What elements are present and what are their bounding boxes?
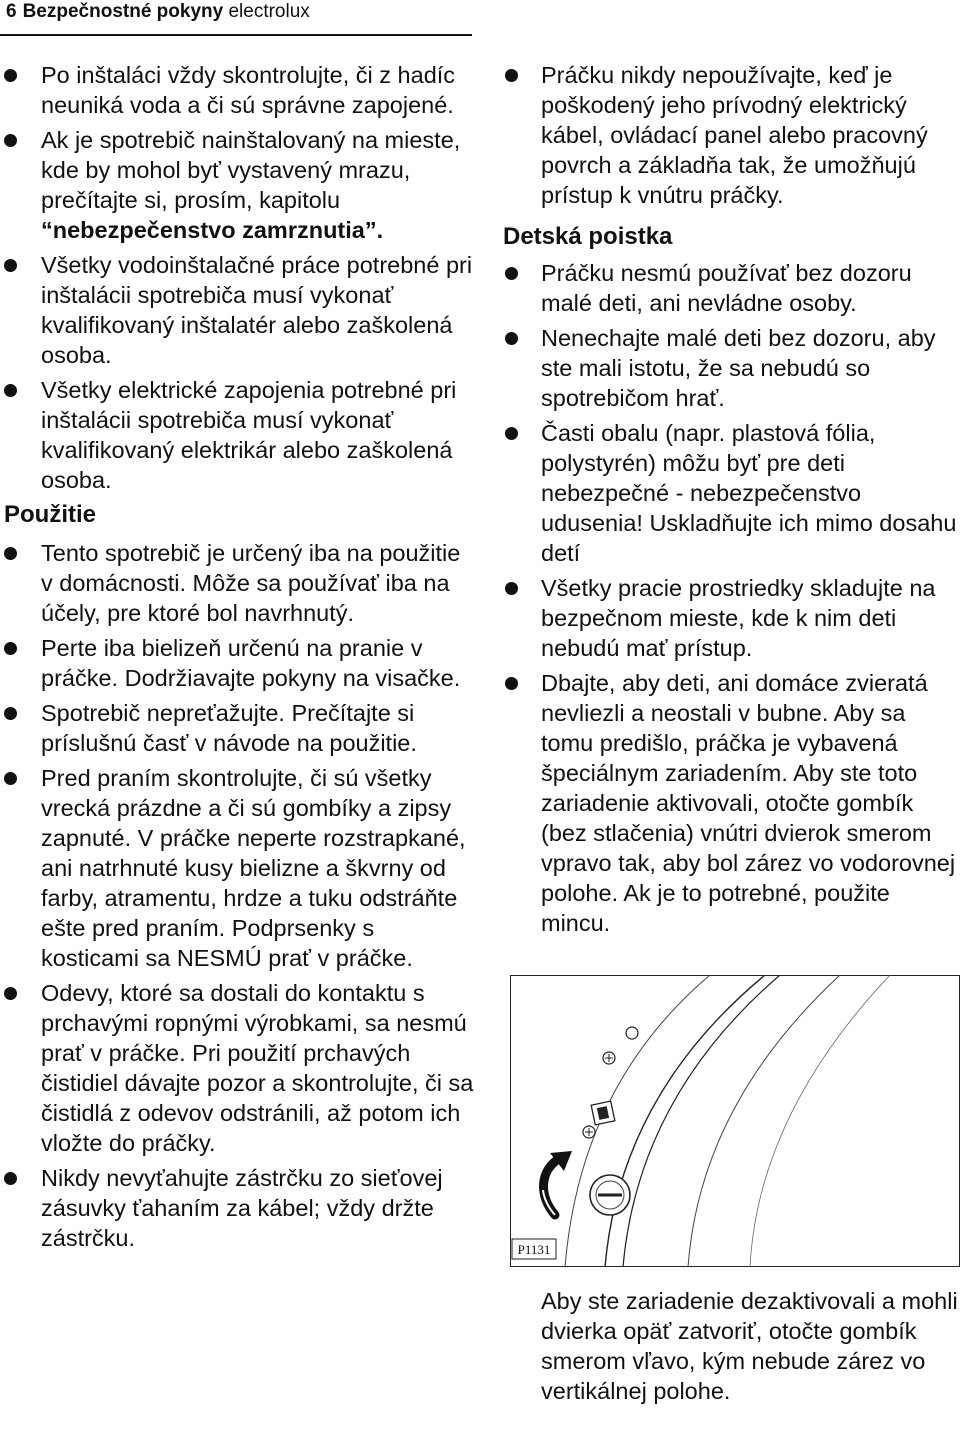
child-lock-list	[503, 258, 960, 938]
list-item: Časti obalu (napr. plastová fólia, polystyrén) môžu byť pre deti nebezpečné - nebezpečenstvo udusenia! Uskladňujte ich mimo dosahu detí	[503, 418, 960, 568]
bullet-icon	[505, 677, 518, 690]
bullet-icon	[505, 427, 518, 440]
bullet-icon	[4, 707, 17, 720]
list-item: Všetky pracie prostriedky skladujte na bezpečnom mieste, kde k nim deti nebudú mať prístup.	[503, 573, 960, 663]
screw-icon	[626, 1027, 638, 1039]
page-number: 6	[6, 1, 17, 22]
list-item: Práčku nesmú používať bez dozoru malé deti, ani nevládne osoby.	[503, 258, 960, 318]
list-item: Odevy, ktoré sa dostali do kontaktu s prchavými ropnými výrobkami, sa nesmú prať v práčke. Pri použití prchavých čistidiel dávajte pozor a skontrolujte, či sa čistidlá z odevov odstránili, až potom ich vložte do práčky.	[0, 978, 478, 1158]
list-item: Všetky elektrické zapojenia potrebné pri inštalácii spotrebiča musí vykonať kvalifikovaný elektrikár alebo zaškolená osoba.	[0, 375, 478, 495]
page-title: Bezpečnostné pokyny	[22, 1, 224, 22]
door-glass-arc-2	[750, 975, 890, 1267]
list-item: Spotrebič nepreťažujte. Prečítajte si príslušnú časť v návode na použitie.	[0, 698, 478, 758]
door-glass-arc	[688, 975, 840, 1267]
header-rule	[0, 34, 472, 36]
bullet-icon	[4, 69, 17, 82]
door-seal-arc	[565, 975, 710, 1267]
bullet-icon	[4, 547, 17, 560]
bullet-icon	[4, 1172, 17, 1185]
bullet-icon	[4, 134, 17, 147]
bullet-icon	[4, 772, 17, 785]
door-drawing	[510, 975, 960, 1267]
list-item: Po inštaláci vždy skontrolujte, či z hadíc neuniká voda a či sú správne zapojené.	[0, 60, 478, 120]
rotate-arrow-icon	[544, 1158, 560, 1215]
left-column	[0, 60, 478, 1258]
section-heading-child-lock: Detská poistka	[503, 223, 673, 250]
cable-list	[503, 60, 960, 210]
list-item: Perte iba bielizeň určenú na pranie v práčke. Dodržiavajte pokyny na visačke.	[0, 633, 478, 693]
use-list	[0, 538, 478, 1253]
bullet-icon	[505, 582, 518, 595]
chapter-reference: “nebezpečenstvo zamrznutia”.	[41, 217, 384, 243]
door-edge-arc-inner	[623, 975, 780, 1267]
bullet-icon	[4, 987, 17, 1000]
brand-name: electrolux	[228, 1, 310, 22]
child-lock-illustration	[510, 975, 960, 1267]
list-item: Tento spotrebič je určený iba na použitie v domácnosti. Môže sa používať iba na účely, pre ktoré bol navrhnutý.	[0, 538, 478, 628]
bullet-icon	[4, 259, 17, 272]
section-heading-use: Použitie	[4, 501, 97, 528]
list-item: Ak je spotrebič nainštalovaný na mieste, kde by mohol byť vystavený mrazu, prečítajte si, prosím, kapitolu “nebezpečenstvo zamrznutia”.	[0, 125, 478, 245]
bullet-icon	[4, 642, 17, 655]
list-item: Pred praním skontrolujte, či sú všetky vrecká prázdne a či sú gombíky a zipsy zapnuté. V práčke neperte rozstrapkané, ani natrhnuté kusy bielizne a škvrny od farby, atramentu, hrdze a tuku odstráňte ešte pred praním. Podprsenky s kosticami sa NESMÚ prať v práčke.	[0, 763, 478, 973]
right-column	[503, 60, 960, 943]
figure-caption: Aby ste zariadenie dezaktivovali a mohli dvierka opäť zatvoriť, otočte gombík smerom vľavo, kým nebude zárez vo vertikálnej polohe.	[541, 1288, 958, 1404]
list-item: Nikdy nevyťahujte zástrčku zo sieťovej zásuvky ťahaním za kábel; vždy držte zástrčku.	[0, 1163, 478, 1253]
list-item: Dbajte, aby deti, ani domáce zvieratá nevliezli a neostali v bubne. Aby sa tomu predišlo, práčka je vybavená špeciálnym zariadením. Aby ste toto zariadenie aktivovali, otočte gombík (bez stlačenia) vnútri dvierok smerom vpravo tak, aby bol zárez vo vodorovnej polohe. Ak je to potrebné, použite mincu.	[503, 668, 960, 938]
list-item: Nenechajte malé deti bez dozoru, aby ste mali istotu, že sa nebudú so spotrebičom hrať.	[503, 323, 960, 413]
bullet-icon	[505, 267, 518, 280]
list-item: Všetky vodoinštalačné práce potrebné pri inštalácii spotrebiča musí vykonať kvalifikovaný inštalatér alebo zaškolená osoba.	[0, 250, 478, 370]
figure-label: P1131	[517, 1242, 551, 1257]
page-header	[6, 0, 310, 24]
bullet-icon	[505, 69, 518, 82]
bullet-icon	[4, 384, 17, 397]
bullet-icon	[505, 332, 518, 345]
list-item: Práčku nikdy nepoužívajte, keď je poškodený jeho prívodný elektrický kábel, ovládací panel alebo pracovný povrch a základňa tak, že umožňujú prístup k vnútru práčky.	[503, 60, 960, 210]
install-list	[0, 60, 478, 495]
